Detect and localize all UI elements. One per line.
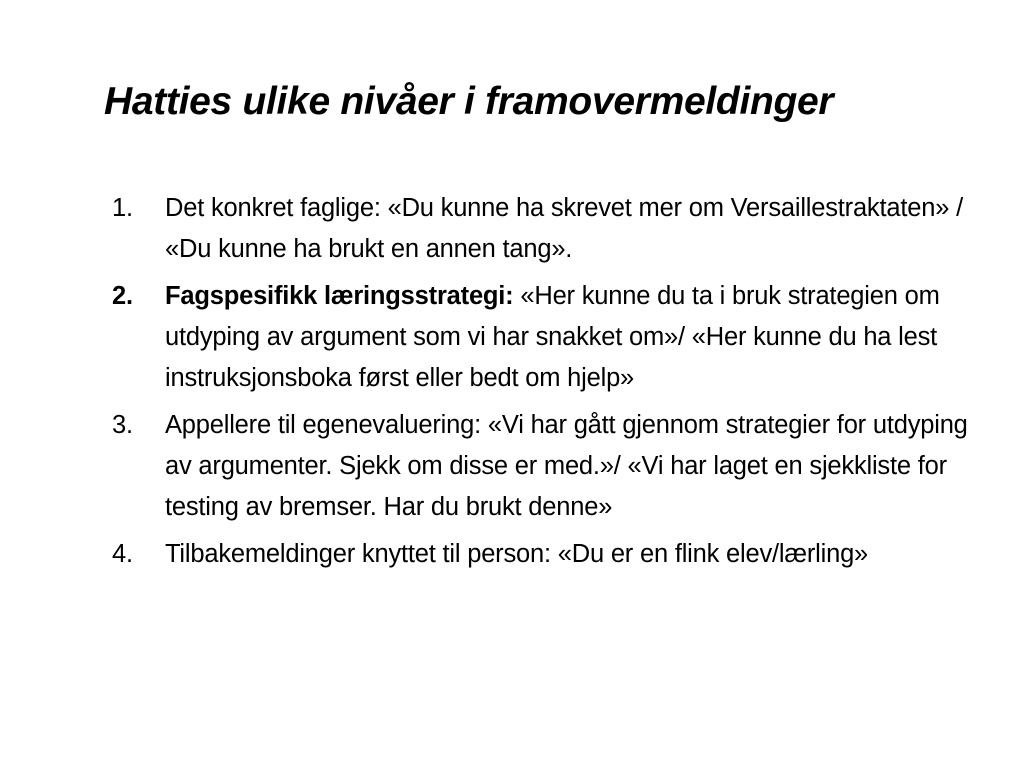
- list-item-content: [165, 276, 972, 399]
- list-item-3: [112, 405, 972, 528]
- list-item-1: [112, 188, 972, 270]
- list-item-number: 4.: [112, 540, 133, 568]
- list-item-number: 2.: [112, 282, 133, 310]
- list-item-text: Appellere til egenevaluering: «Vi har gått gjennom strategier for utdyping av argumenter. Sjekk om disse er med.»/ «Vi har laget en sjekkliste for testing av bremser. Har du brukt denne»: [165, 411, 968, 521]
- list-item-2: [112, 276, 972, 399]
- slide-title: Hatties ulike nivåer i framovermeldinger: [104, 80, 834, 123]
- list-item-lead: Fagspesifikk læringsstrategi:: [165, 282, 514, 310]
- list-item-number: 3.: [112, 411, 133, 439]
- feedback-levels-list: [112, 188, 972, 581]
- list-item-text: «Her kunne du ta i bruk strategien om utdyping av argument som vi har snakket om»/ «Her kunne du ha lest instruksjonsboka først eller bedt om hjelp»: [165, 282, 940, 392]
- list-item-4: [112, 534, 972, 575]
- list-item-text: Tilbakemeldinger knyttet til person: «Du er en flink elev/lærling»: [165, 540, 869, 568]
- list-item-text: Det konkret faglige: «Du kunne ha skrevet mer om Versaillestraktaten» / «Du kunne ha brukt en annen tang».: [165, 194, 963, 263]
- list-item-number: 1.: [112, 194, 133, 222]
